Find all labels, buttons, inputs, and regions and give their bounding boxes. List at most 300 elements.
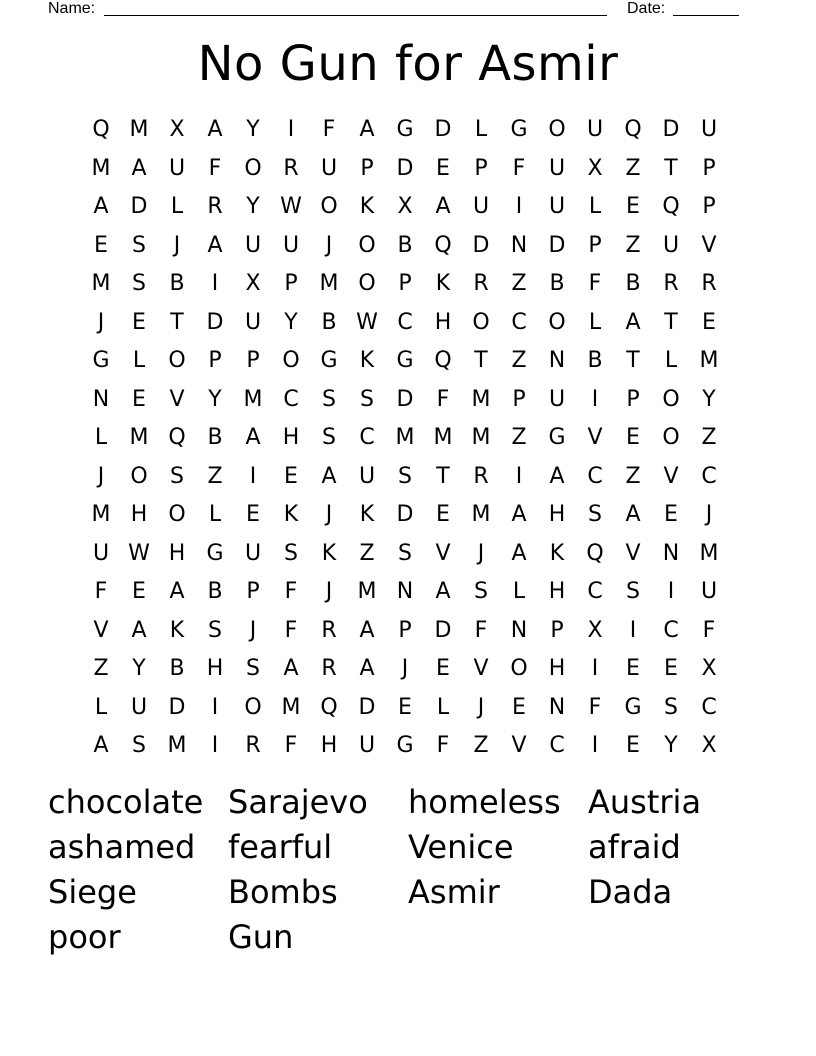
grid-letter: U xyxy=(358,733,376,759)
grid-letter: D xyxy=(434,617,452,643)
grid-letter: A xyxy=(511,502,527,528)
grid-letter: E xyxy=(626,656,640,682)
grid-letter: F xyxy=(94,579,108,605)
grid-letter: A xyxy=(93,733,109,759)
date-label: Date: xyxy=(627,0,666,17)
grid-letter: V xyxy=(169,386,185,412)
grid-letter: F xyxy=(588,271,602,297)
grid-letter: F xyxy=(512,155,526,181)
grid-letter: Q xyxy=(434,232,452,258)
grid-letter: C xyxy=(511,309,527,335)
grid-letter: U xyxy=(244,540,262,566)
grid-row xyxy=(82,458,728,497)
grid-letter: H xyxy=(168,540,186,566)
grid-letter: Z xyxy=(625,463,641,489)
grid-letter: P xyxy=(702,194,716,220)
grid-letter: E xyxy=(436,155,450,181)
grid-letter: A xyxy=(207,232,223,258)
grid-letter: Z xyxy=(207,463,223,489)
name-blank-line xyxy=(104,15,607,16)
grid-row xyxy=(82,689,728,728)
grid-letter: N xyxy=(510,232,528,258)
grid-letter: S xyxy=(664,694,678,720)
grid-letter: P xyxy=(284,271,298,297)
grid-letter: L xyxy=(170,194,184,220)
grid-letter: B xyxy=(169,656,185,682)
grid-row xyxy=(82,227,728,266)
grid-letter: M xyxy=(471,502,491,528)
grid-letter: U xyxy=(700,579,718,605)
grid-letter: O xyxy=(168,348,186,374)
grid-letter: Y xyxy=(702,386,716,412)
grid-letter: B xyxy=(587,348,603,374)
grid-letter: R xyxy=(321,656,337,682)
grid-letter: N xyxy=(662,540,680,566)
grid-letter: O xyxy=(510,656,528,682)
grid-letter: C xyxy=(587,579,603,605)
grid-letter: F xyxy=(284,617,298,643)
grid-letter: P xyxy=(208,348,222,374)
grid-letter: S xyxy=(474,579,488,605)
grid-letter: L xyxy=(474,117,488,143)
grid-letter: D xyxy=(548,232,566,258)
grid-letter: X xyxy=(245,271,261,297)
grid-letter: E xyxy=(626,194,640,220)
grid-row xyxy=(82,150,728,189)
grid-letter: A xyxy=(245,425,261,451)
grid-letter: Z xyxy=(511,271,527,297)
grid-letter: P xyxy=(398,617,412,643)
grid-letter: Y xyxy=(246,117,260,143)
grid-letter: Q xyxy=(434,348,452,374)
grid-letter: Y xyxy=(208,386,222,412)
grid-letter: F xyxy=(284,579,298,605)
page-title: No Gun for Asmir xyxy=(197,36,619,92)
word-bank-item: poor xyxy=(48,918,121,956)
grid-letter: J xyxy=(401,656,409,682)
grid-letter: O xyxy=(472,309,490,335)
grid-letter: R xyxy=(701,271,717,297)
grid-letter: A xyxy=(207,117,223,143)
grid-letter: O xyxy=(548,309,566,335)
grid-letter: H xyxy=(434,309,452,335)
grid-letter: D xyxy=(472,232,490,258)
grid-letter: F xyxy=(474,617,488,643)
grid-letter: M xyxy=(395,425,415,451)
grid-letter: S xyxy=(170,463,184,489)
word-bank-item: Venice xyxy=(408,828,514,866)
grid-letter: L xyxy=(436,694,450,720)
grid-letter: U xyxy=(92,540,110,566)
grid-letter: W xyxy=(280,194,302,220)
grid-letter: J xyxy=(325,502,333,528)
grid-letter: O xyxy=(244,694,262,720)
grid-letter: J xyxy=(97,463,105,489)
grid-letter: E xyxy=(626,733,640,759)
grid-letter: P xyxy=(512,386,526,412)
grid-letter: C xyxy=(397,309,413,335)
grid-letter: G xyxy=(206,540,224,566)
grid-letter: L xyxy=(132,348,146,374)
grid-letter: M xyxy=(129,117,149,143)
grid-letter: I xyxy=(591,656,599,682)
grid-letter: Z xyxy=(625,232,641,258)
grid-letter: U xyxy=(244,232,262,258)
grid-letter: E xyxy=(398,694,412,720)
grid-letter: A xyxy=(511,540,527,566)
grid-letter: D xyxy=(396,155,414,181)
grid-letter: H xyxy=(548,502,566,528)
grid-letter: M xyxy=(281,694,301,720)
grid-letter: O xyxy=(358,271,376,297)
grid-letter: U xyxy=(282,232,300,258)
grid-letter: B xyxy=(207,425,223,451)
grid-letter: Q xyxy=(662,194,680,220)
grid-letter: O xyxy=(320,194,338,220)
grid-letter: E xyxy=(132,309,146,335)
grid-letter: N xyxy=(510,617,528,643)
grid-letter: T xyxy=(626,348,640,374)
grid-letter: M xyxy=(357,579,377,605)
grid-letter: R xyxy=(473,463,489,489)
grid-letter: M xyxy=(699,540,719,566)
header xyxy=(48,0,748,20)
grid-letter: G xyxy=(396,348,414,374)
grid-letter: I xyxy=(211,271,219,297)
grid-letter: P xyxy=(474,155,488,181)
grid-letter: K xyxy=(359,348,375,374)
grid-row xyxy=(82,573,728,612)
grid-letter: P xyxy=(398,271,412,297)
grid-letter: K xyxy=(359,502,375,528)
word-bank-item: ashamed xyxy=(48,828,196,866)
grid-row xyxy=(82,381,728,420)
grid-letter: M xyxy=(91,155,111,181)
grid-letter: U xyxy=(358,463,376,489)
grid-letter: I xyxy=(629,617,637,643)
grid-letter: L xyxy=(588,309,602,335)
grid-letter: U xyxy=(130,694,148,720)
grid-letter: U xyxy=(472,194,490,220)
grid-letter: E xyxy=(132,386,146,412)
grid-letter: R xyxy=(321,617,337,643)
grid-letter: W xyxy=(128,540,150,566)
grid-letter: U xyxy=(244,309,262,335)
grid-letter: E xyxy=(626,425,640,451)
grid-letter: C xyxy=(587,463,603,489)
grid-letter: V xyxy=(435,540,451,566)
grid-letter: M xyxy=(471,386,491,412)
word-bank-item: afraid xyxy=(588,828,681,866)
grid-letter: X xyxy=(587,155,603,181)
grid-letter: U xyxy=(320,155,338,181)
grid-letter: O xyxy=(358,232,376,258)
grid-letter: U xyxy=(662,232,680,258)
grid-letter: Q xyxy=(320,694,338,720)
grid-letter: U xyxy=(586,117,604,143)
grid-letter: J xyxy=(325,232,333,258)
grid-letter: M xyxy=(699,348,719,374)
grid-letter: K xyxy=(169,617,185,643)
grid-letter: H xyxy=(130,502,148,528)
grid-row xyxy=(82,535,728,574)
grid-letter: T xyxy=(664,309,678,335)
grid-letter: E xyxy=(512,694,526,720)
grid-letter: U xyxy=(548,155,566,181)
grid-letter: V xyxy=(511,733,527,759)
grid-letter: Z xyxy=(511,425,527,451)
grid-letter: O xyxy=(244,155,262,181)
grid-letter: J xyxy=(477,540,485,566)
grid-letter: C xyxy=(283,386,299,412)
grid-letter: R xyxy=(663,271,679,297)
grid-letter: P xyxy=(360,155,374,181)
grid-letter: L xyxy=(208,502,222,528)
grid-letter: T xyxy=(664,155,678,181)
grid-letter: K xyxy=(549,540,565,566)
grid-letter: K xyxy=(435,271,451,297)
grid-letter: G xyxy=(92,348,110,374)
word-bank-item: Austria xyxy=(588,783,702,821)
grid-letter: B xyxy=(169,271,185,297)
grid-letter: E xyxy=(246,502,260,528)
grid-letter: O xyxy=(282,348,300,374)
grid-letter: I xyxy=(211,694,219,720)
grid-letter: S xyxy=(132,232,146,258)
grid-letter: I xyxy=(515,463,523,489)
grid-row xyxy=(82,496,728,535)
grid-letter: M xyxy=(129,425,149,451)
word-bank-item: Sarajevo xyxy=(228,783,368,821)
grid-letter: C xyxy=(701,694,717,720)
grid-letter: U xyxy=(168,155,186,181)
grid-letter: V xyxy=(701,232,717,258)
grid-letter: A xyxy=(625,309,641,335)
grid-letter: F xyxy=(322,117,336,143)
grid-letter: E xyxy=(132,579,146,605)
grid-letter: S xyxy=(132,271,146,297)
grid-letter: S xyxy=(322,425,336,451)
grid-letter: A xyxy=(435,579,451,605)
grid-letter: A xyxy=(359,656,375,682)
grid-letter: R xyxy=(473,271,489,297)
grid-letter: Q xyxy=(624,117,642,143)
word-bank-item: Dada xyxy=(588,873,673,911)
grid-letter: A xyxy=(359,117,375,143)
grid-letter: X xyxy=(169,117,185,143)
grid-letter: N xyxy=(396,579,414,605)
grid-letter: V xyxy=(473,656,489,682)
grid-letter: M xyxy=(167,733,187,759)
grid-letter: V xyxy=(587,425,603,451)
grid-letter: Q xyxy=(586,540,604,566)
grid-letter: D xyxy=(434,117,452,143)
grid-letter: M xyxy=(471,425,491,451)
grid-letter: F xyxy=(702,617,716,643)
grid-letter: K xyxy=(283,502,299,528)
grid-letter: G xyxy=(396,117,414,143)
grid-letter: U xyxy=(548,386,566,412)
grid-letter: V xyxy=(93,617,109,643)
grid-letter: P xyxy=(550,617,564,643)
word-bank-item: Asmir xyxy=(408,873,500,911)
grid-letter: I xyxy=(287,117,295,143)
grid-letter: P xyxy=(246,579,260,605)
grid-letter: N xyxy=(92,386,110,412)
grid-letter: C xyxy=(549,733,565,759)
grid-letter: S xyxy=(132,733,146,759)
grid-letter: S xyxy=(208,617,222,643)
grid-letter: C xyxy=(359,425,375,451)
grid-letter: X xyxy=(701,656,717,682)
grid-letter: I xyxy=(515,194,523,220)
grid-letter: E xyxy=(436,502,450,528)
grid-letter: L xyxy=(664,348,678,374)
grid-letter: L xyxy=(94,425,108,451)
grid-letter: K xyxy=(359,194,375,220)
grid-letter: Z xyxy=(93,656,109,682)
grid-letter: P xyxy=(246,348,260,374)
grid-letter: N xyxy=(548,348,566,374)
grid-letter: N xyxy=(548,694,566,720)
grid-letter: U xyxy=(548,194,566,220)
grid-letter: V xyxy=(663,463,679,489)
grid-letter: H xyxy=(548,656,566,682)
grid-letter: F xyxy=(436,733,450,759)
grid-letter: J xyxy=(325,579,333,605)
grid-letter: K xyxy=(321,540,337,566)
grid-letter: A xyxy=(549,463,565,489)
grid-letter: Q xyxy=(168,425,186,451)
grid-letter: T xyxy=(474,348,488,374)
grid-letter: A xyxy=(435,194,451,220)
grid-letter: B xyxy=(397,232,413,258)
grid-row xyxy=(82,304,728,343)
grid-letter: Z xyxy=(511,348,527,374)
grid-letter: H xyxy=(206,656,224,682)
grid-letter: O xyxy=(548,117,566,143)
grid-letter: J xyxy=(173,232,181,258)
grid-letter: G xyxy=(624,694,642,720)
grid-letter: X xyxy=(701,733,717,759)
grid-letter: S xyxy=(360,386,374,412)
grid-letter: B xyxy=(625,271,641,297)
grid-letter: C xyxy=(701,463,717,489)
grid-letter: U xyxy=(700,117,718,143)
grid-letter: Y xyxy=(664,733,678,759)
grid-letter: T xyxy=(436,463,450,489)
grid-letter: E xyxy=(284,463,298,489)
grid-letter: L xyxy=(588,194,602,220)
grid-letter: R xyxy=(245,733,261,759)
grid-letter: Q xyxy=(92,117,110,143)
grid-letter: Z xyxy=(701,425,717,451)
grid-letter: H xyxy=(282,425,300,451)
grid-letter: D xyxy=(396,386,414,412)
grid-letter: P xyxy=(702,155,716,181)
grid-letter: I xyxy=(667,579,675,605)
grid-letter: S xyxy=(284,540,298,566)
grid-letter: Z xyxy=(359,540,375,566)
grid-letter: W xyxy=(356,309,378,335)
grid-letter: O xyxy=(130,463,148,489)
grid-letter: B xyxy=(549,271,565,297)
word-bank-item: Gun xyxy=(228,918,294,956)
grid-letter: S xyxy=(588,502,602,528)
grid-letter: M xyxy=(91,271,111,297)
word-bank-item: Siege xyxy=(48,873,137,911)
grid-letter: A xyxy=(131,155,147,181)
grid-letter: S xyxy=(398,540,412,566)
grid-letter: A xyxy=(359,617,375,643)
grid-row xyxy=(82,727,728,766)
word-bank-item: Bombs xyxy=(228,873,338,911)
word-bank-item: homeless xyxy=(408,783,561,821)
word-bank-item: chocolate xyxy=(48,783,204,821)
grid-letter: P xyxy=(588,232,602,258)
grid-letter: X xyxy=(397,194,413,220)
grid-letter: F xyxy=(436,386,450,412)
grid-letter: A xyxy=(283,656,299,682)
grid-letter: Z xyxy=(473,733,489,759)
grid-letter: O xyxy=(168,502,186,528)
word-bank-item: fearful xyxy=(228,828,333,866)
grid-letter: M xyxy=(243,386,263,412)
grid-letter: R xyxy=(207,194,223,220)
grid-letter: E xyxy=(664,502,678,528)
grid-letter: E xyxy=(94,232,108,258)
grid-letter: H xyxy=(320,733,338,759)
grid-letter: A xyxy=(321,463,337,489)
grid-letter: V xyxy=(625,540,641,566)
grid-letter: M xyxy=(91,502,111,528)
grid-letter: R xyxy=(283,155,299,181)
grid-letter: G xyxy=(510,117,528,143)
grid-letter: M xyxy=(433,425,453,451)
grid-letter: D xyxy=(130,194,148,220)
grid-letter: M xyxy=(319,271,339,297)
grid-letter: A xyxy=(625,502,641,528)
grid-letter: D xyxy=(206,309,224,335)
grid-letter: D xyxy=(168,694,186,720)
grid-letter: A xyxy=(131,617,147,643)
grid-letter: L xyxy=(94,694,108,720)
grid-letter: F xyxy=(588,694,602,720)
grid-letter: X xyxy=(587,617,603,643)
grid-letter: A xyxy=(169,579,185,605)
grid-letter: I xyxy=(591,733,599,759)
grid-letter: F xyxy=(208,155,222,181)
grid-letter: E xyxy=(664,656,678,682)
grid-letter: G xyxy=(396,733,414,759)
grid-row xyxy=(82,342,728,381)
grid-letter: T xyxy=(170,309,184,335)
grid-letter: B xyxy=(321,309,337,335)
grid-letter: J xyxy=(249,617,257,643)
grid-letter: J xyxy=(705,502,713,528)
word-bank xyxy=(48,780,768,960)
grid-letter: Y xyxy=(132,656,146,682)
grid-letter: D xyxy=(396,502,414,528)
name-label: Name: xyxy=(48,0,96,17)
grid-row xyxy=(82,265,728,304)
grid-letter: P xyxy=(626,386,640,412)
grid-letter: E xyxy=(702,309,716,335)
grid-letter: C xyxy=(663,617,679,643)
word-search-grid xyxy=(82,111,728,766)
grid-letter: Y xyxy=(246,194,260,220)
grid-letter: O xyxy=(662,425,680,451)
